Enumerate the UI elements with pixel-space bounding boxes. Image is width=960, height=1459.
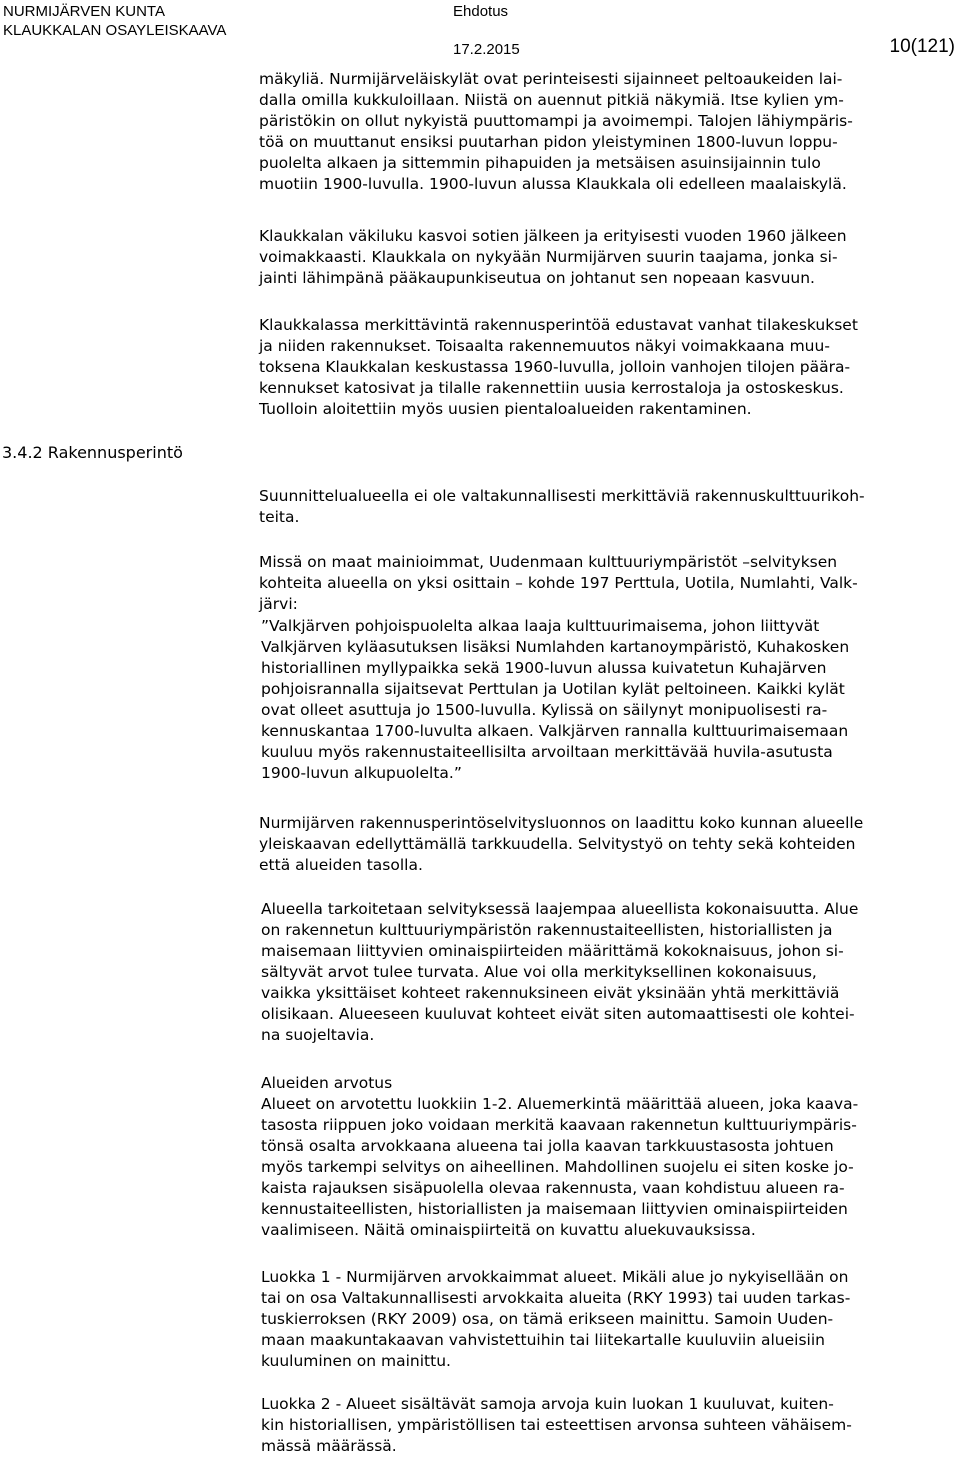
body-paragraph-3 bbox=[259, 315, 959, 420]
header-org-line1: NURMIJÄRVEN KUNTA bbox=[3, 3, 165, 20]
paragraph-text: Luokka 1 - Nurmijärven arvokkaimmat alueet. Mikäli alue jo nykyisellään on tai on osa Valtakunnallisesti arvokkaita alueita (RKY 1993) tai uuden tarkas- tuskierroksen (RKY 2009) osa, on tämä erikseen mainittu. Samoin Uuden- maan maakuntakaavan vahvistettuihin tai liitekartalle kuuluviin alueisiin kuuluminen on mainittu. bbox=[261, 1268, 851, 1370]
paragraph-text: mäkyliä. Nurmijärveläiskylät ovat perinteisesti sijainneet peltoaukeiden lai- dalla omilla kukkuloillaan. Niistä on auennut pitkiä näkymiä. Itse kylien ym- päristökin on ollut nykyistä puuttomampi ja avoimempi. Talojen lähiympäris- töä on muuttanut ensiksi puutarhan pidon yleistyminen 1800-luvun loppu- puolelta alkaen ja sittemmin pihapuiden ja metsäisen asuinsijainnin tulo muotiin 1900-luvulla. 1900-luvun alussa Klaukkala oli edelleen maalaiskylä. bbox=[259, 70, 853, 193]
header-page-number: 10(121) bbox=[889, 36, 955, 57]
paragraph-text: Missä on maat mainioimmat, Uudenmaan kulttuuriympäristöt –selvityksen kohteita alueella on yksi osittain – kohde 197 Perttula, Uotila, Numlahti, Valk- järvi: bbox=[259, 553, 858, 613]
body-paragraph-6 bbox=[259, 813, 959, 876]
paragraph-text: Suunnittelualueella ei ole valtakunnallisesti merkittäviä rakennuskulttuurikoh- teita. bbox=[259, 487, 865, 526]
body-paragraph-5 bbox=[259, 552, 959, 615]
header-doc-type: Ehdotus bbox=[453, 3, 509, 20]
paragraph-text: Klaukkalassa merkittävintä rakennusperintöä edustavat vanhat tilakeskukset ja niiden rakennukset. Toisaalta rakennemuutos näkyi voimakkaana muu- toksena Klaukkalan keskustassa 1960-luvulla, jolloin vanhojen tilojen päära- kennukset katosivat ja tilalle rakennettiin uusia kerrostaloja ja ostoskeskus. Tuolloin aloitettiin myös uusien pientaloalueiden rakentaminen. bbox=[259, 316, 858, 418]
section-heading: 3.4.2 Rakennusperintö bbox=[2, 443, 183, 462]
quoted-description bbox=[261, 616, 937, 784]
body-paragraph-1 bbox=[259, 69, 959, 195]
subheading-alueiden-arvotus: Alueiden arvotus bbox=[261, 1074, 393, 1092]
header-org-line2: KLAUKKALAN OSAYLEISKAAVA bbox=[3, 22, 227, 39]
body-paragraph-10 bbox=[261, 1394, 951, 1457]
body-paragraph-7 bbox=[261, 899, 951, 1046]
paragraph-text: Alueella tarkoitetaan selvityksessä laajempaa alueellista kokonaisuutta. Alue on rakennetun kulttuuriympäristön rakennustaiteellisten, historiallisten ja maisemaan liittyvien ominaispiirteiden määrittämä kokoknaisuus, johon si- sältyvät arvot tulee turvata. Alue voi olla merkityksellinen kokonaisuus, vaikka yksittäiset kohteet rakennuksineen eivät yksinään yhtä merkittäviä olisikaan. Alueeseen kuuluvat kohteet eivät siten automaattisesti ole kohtei- na suojeltavia. bbox=[261, 900, 859, 1044]
header-organization bbox=[3, 2, 226, 40]
body-paragraph-8 bbox=[261, 1073, 951, 1241]
paragraph-text: Luokka 2 - Alueet sisältävät samoja arvoja kuin luokan 1 kuuluvat, kuiten- kin historiallisen, ympäristöllisen tai esteettisen arvonsa suhteen vähäisem- mässä määrässä. bbox=[261, 1395, 852, 1455]
body-paragraph-9 bbox=[261, 1267, 951, 1372]
paragraph-text: Klaukkalan väkiluku kasvoi sotien jälkeen ja erityisesti vuoden 1960 jälkeen voimakkaasti. Klaukkala on nykyään Nurmijärven suurin taajama, jonka si- jainti lähimpänä pääkaupunkiseutua on johtanut sen nopeaan kasvuun. bbox=[259, 227, 847, 287]
header-date: 17.2.2015 bbox=[453, 41, 520, 58]
body-paragraph-4 bbox=[259, 486, 959, 528]
body-paragraph-2 bbox=[259, 226, 959, 289]
paragraph-text: Nurmijärven rakennusperintöselvitysluonnos on laadittu koko kunnan alueelle yleiskaavan edellyttämällä tarkkuudella. Selvitystyö on tehty sekä kohteiden että alueiden tasolla. bbox=[259, 814, 864, 874]
quote-text: ”Valkjärven pohjoispuolelta alkaa laaja kulttuurimaisema, johon liittyvät Valkjärven kyläasutuksen lisäksi Numlahden kartanoympäristö, Kuhakosken historiallinen myllypaikka sekä 1900-luvun alussa kuivatetun Kuhajärven pohjoisrannalla sijaitsevat Perttulan ja Uotilan kylät peltoineen. Kaikki kylät ovat olleet asuttuja jo 1500-luvulla. Kylissä on säilynyt monipuolisesti ra- kennuskantaa 1700-luvulta alkaen. Valkjärven rannalla kulttuurimaisemaan kuuluu myös rakennustaiteellisilta arvoiltaan merkittävää huvila-asutusta 1900-luvun alkupuolelta.” bbox=[261, 617, 850, 782]
paragraph-text: Alueet on arvotettu luokkiin 1-2. Aluemerkintä määrittää alueen, joka kaava- tasosta riippuen joko voidaan merkitä kaavaan rakennetun kulttuuriympäris- tönsä osalta arvokkaana alueena tai jolla kaavan tarkkuustasosta johtuen myös tarkempi selvitys on aiheellinen. Mahdollinen suojelu ei siten koske jo- kaista rajauksen sisäpuolella olevaa rakennusta, vaan kohdistuu alueen ra- kennustaiteellisten, historiallisten ja maisemaan liittyvien ominaispiirteiden vaalimiseen. Näitä ominaispiirteitä on kuvattu aluekuvauksissa. bbox=[261, 1095, 859, 1239]
